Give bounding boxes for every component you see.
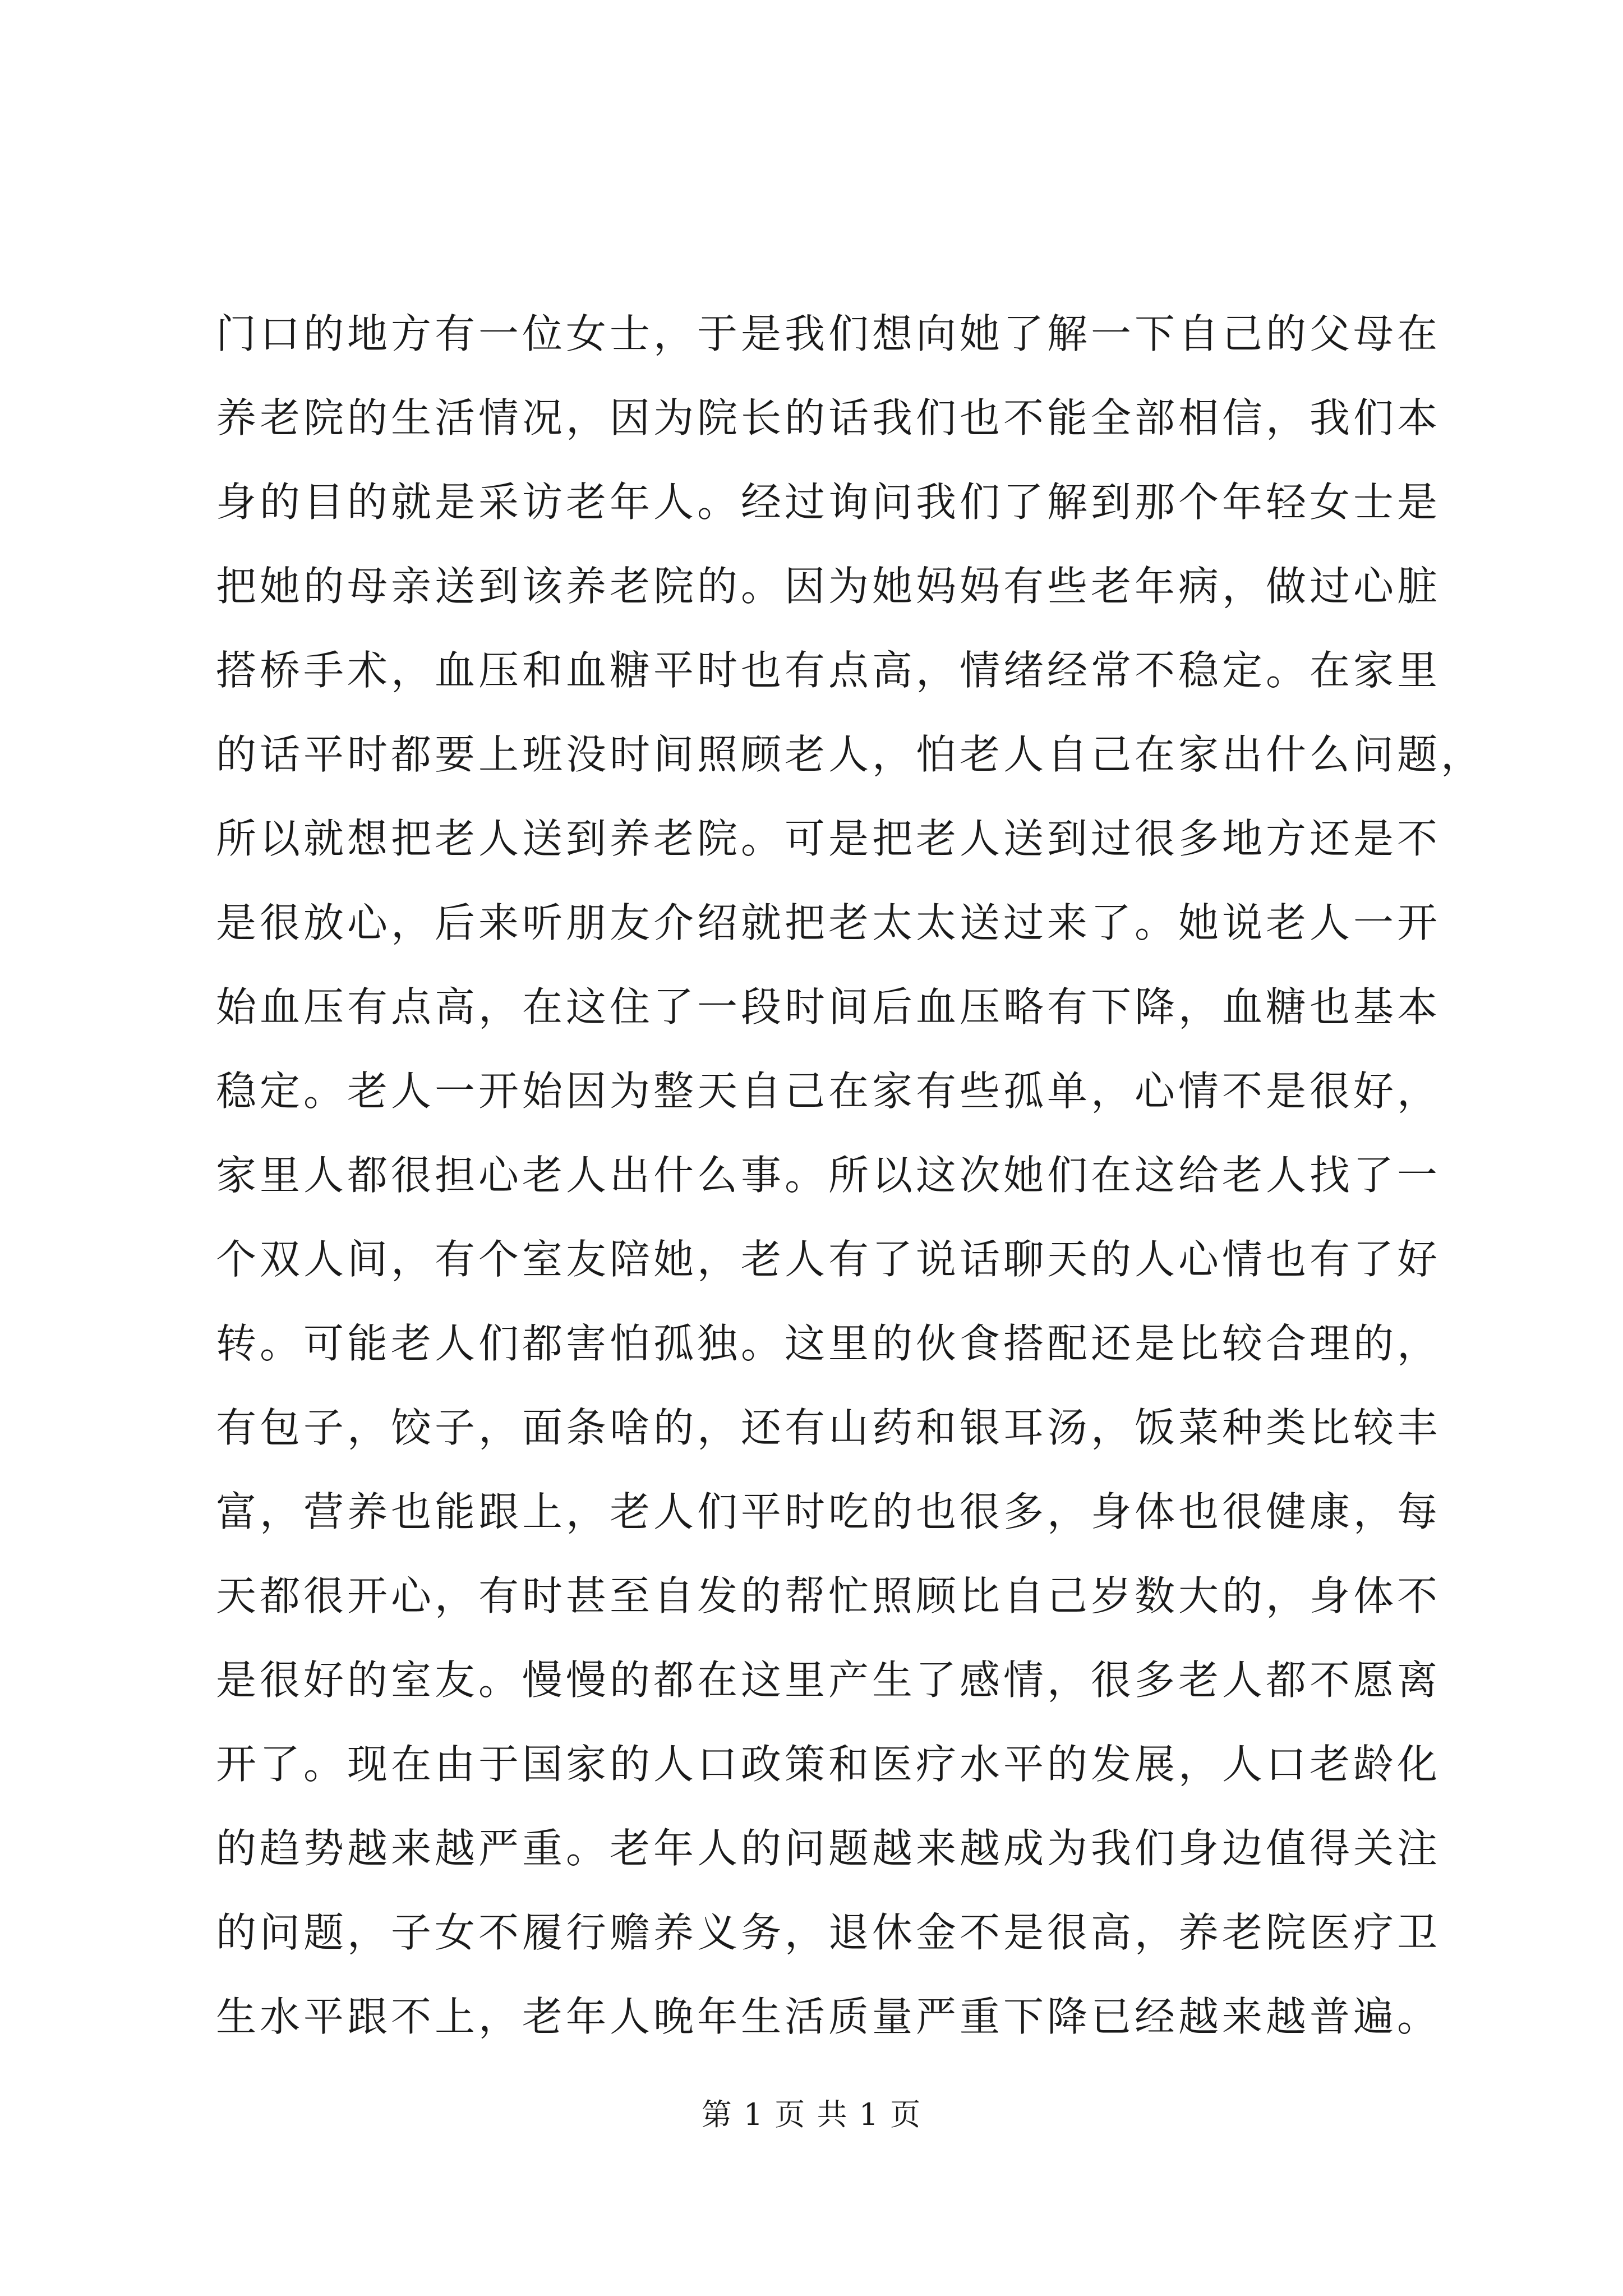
text-line: 开了。现在由于国家的人口政策和医疗水平的发展，人口老龄化 (216, 1741, 1441, 1788)
text-line: 天都很开心，有时甚至自发的帮忙照顾比自己岁数大的，身体不 (216, 1572, 1441, 1619)
page-footer (0, 2092, 1623, 2137)
text-line: 的趋势越来越严重。老年人的问题越来越成为我们身边值得关注 (216, 1825, 1441, 1872)
text-line: 始血压有点高，在这住了一段时间后血压略有下降，血糖也基本 (216, 983, 1441, 1030)
text-line: 生水平跟不上，老年人晚年生活质量严重下降已经越来越普遍。 (216, 1993, 1441, 2040)
text-line: 是很好的室友。慢慢的都在这里产生了感情，很多老人都不愿离 (216, 1657, 1441, 1704)
text-line: 个双人间，有个室友陪她，老人有了说话聊天的人心情也有了好 (216, 1236, 1441, 1283)
text-line: 的话平时都要上班没时间照顾老人，怕老人自己在家出什么问题， (216, 731, 1485, 778)
text-line: 是很放心，后来听朋友介绍就把老太太送过来了。她说老人一开 (216, 899, 1441, 946)
body-text (216, 292, 1485, 2059)
page-number: 第 1 页 共 1 页 (701, 2097, 922, 2132)
text-line: 稳定。老人一开始因为整天自己在家有些孤单，心情不是很好， (216, 1068, 1441, 1115)
text-line: 门口的地方有一位女士，于是我们想向她了解一下自己的父母在 (216, 310, 1441, 357)
text-line: 的问题，子女不履行赡养义务，退休金不是很高，养老院医疗卫 (216, 1909, 1441, 1956)
text-line: 家里人都很担心老人出什么事。所以这次她们在这给老人找了一 (216, 1152, 1441, 1199)
text-line: 转。可能老人们都害怕孤独。这里的伙食搭配还是比较合理的， (216, 1320, 1441, 1367)
text-line: 搭桥手术，血压和血糖平时也有点高，情绪经常不稳定。在家里 (216, 647, 1441, 694)
text-line: 所以就想把老人送到养老院。可是把老人送到过很多地方还是不 (216, 815, 1441, 862)
text-line: 有包子，饺子，面条啥的，还有山药和银耳汤，饭菜种类比较丰 (216, 1404, 1441, 1451)
text-line: 养老院的生活情况，因为院长的话我们也不能全部相信，我们本 (216, 394, 1441, 441)
text-line: 富，营养也能跟上，老人们平时吃的也很多，身体也很健康，每 (216, 1488, 1441, 1535)
text-line: 把她的母亲送到该养老院的。因为她妈妈有些老年病，做过心脏 (216, 563, 1441, 610)
text-line: 身的目的就是采访老年人。经过询问我们了解到那个年轻女士是 (216, 478, 1441, 526)
